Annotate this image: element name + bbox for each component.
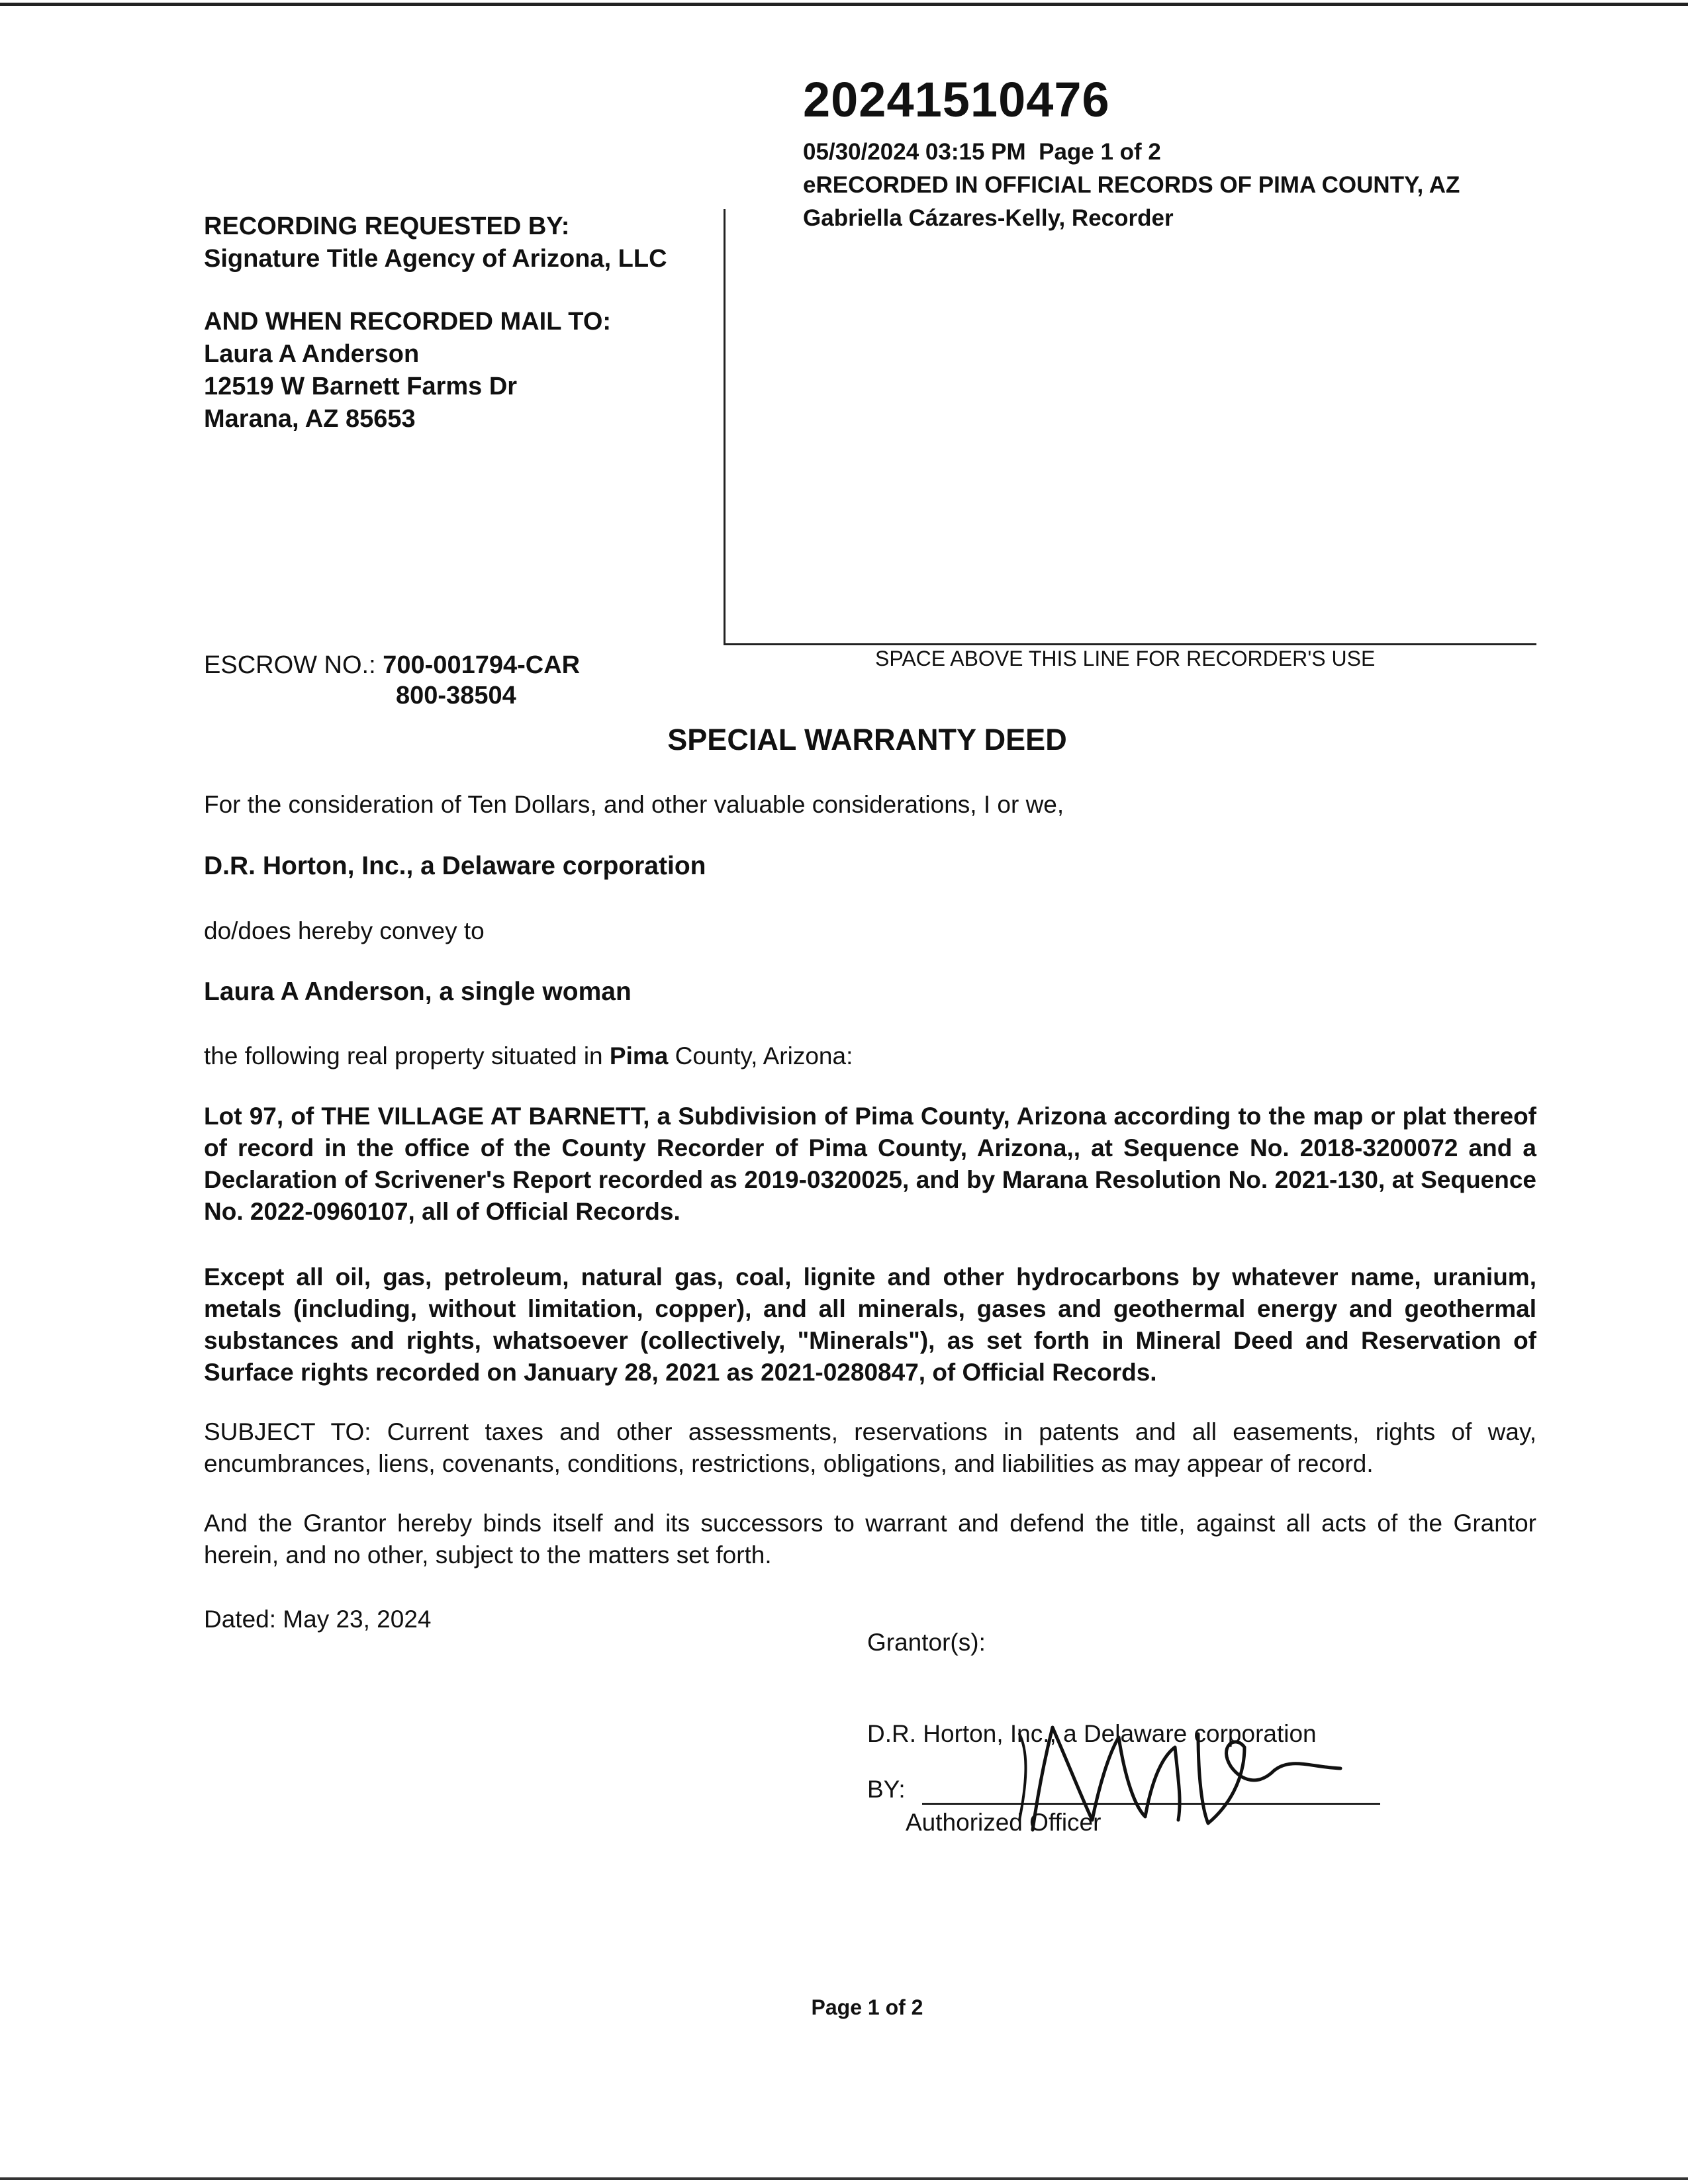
signature-by-label: BY:	[867, 1776, 906, 1803]
subject-to-clause: SUBJECT TO: Current taxes and other assessments, reservations in patents and all easements, rights of way, encumbrances, liens, covenants, conditions, restrictions, obligations, and liabilities as may appear of record.	[204, 1418, 1536, 1477]
grantor-name: D.R. Horton, Inc., a Delaware corporation	[204, 852, 706, 880]
warranty-clause: And the Grantor hereby binds itself and its successors to warrant and defend the title, against all acts of the Grantor herein, and no other, subject to the matters set forth.	[204, 1510, 1536, 1569]
recorder-use-label: SPACE ABOVE THIS LINE FOR RECORDER'S USE	[875, 647, 1376, 670]
grantors-label: Grantor(s):	[867, 1629, 986, 1656]
dated-line: Dated: May 23, 2024	[204, 1606, 432, 1633]
escrow-label: ESCROW NO.:	[204, 651, 376, 679]
recorder-box-horizontal-line	[724, 643, 1536, 645]
handwritten-signature	[980, 1707, 1350, 1840]
bottom-border	[0, 2177, 1688, 2180]
mail-to-street: 12519 W Barnett Farms Dr	[204, 373, 518, 400]
recorded-datetime: 05/30/2024 03:15 PM	[803, 139, 1026, 165]
recording-number: 20241510476	[803, 72, 1110, 127]
escrow-number-1: 700-001794-CAR	[383, 651, 581, 679]
convey-text: do/does hereby convey to	[204, 917, 485, 944]
mail-to-name: Laura A Anderson	[204, 340, 420, 368]
mail-to-label: AND WHEN RECORDED MAIL TO:	[204, 308, 612, 336]
consideration-text: For the consideration of Ten Dollars, and other valuable considerations, I or we,	[204, 791, 1064, 818]
erecorded-line: eRECORDED IN OFFICIAL RECORDS OF PIMA COUNTY, AZ	[803, 172, 1460, 198]
property-intro-county: Pima	[609, 1042, 669, 1069]
grantee-name: Laura A Anderson, a single woman	[204, 978, 632, 1006]
recorder-box-vertical-line	[724, 209, 726, 645]
recording-requested-label: RECORDING REQUESTED BY:	[204, 212, 570, 240]
page-footer: Page 1 of 2	[811, 1995, 923, 2019]
recording-requested-name: Signature Title Agency of Arizona, LLC	[204, 245, 667, 273]
recording-info	[803, 136, 1460, 235]
property-intro-post: County, Arizona:	[668, 1042, 853, 1069]
property-intro	[204, 1040, 1536, 1072]
escrow-line	[204, 649, 580, 682]
recorder-name: Gabriella Cázares-Kelly, Recorder	[803, 205, 1174, 231]
escrow-number-2: 800-38504	[396, 682, 516, 709]
mail-to-city: Marana, AZ 85653	[204, 405, 416, 433]
recorded-page-info: Page 1 of 2	[1039, 139, 1161, 165]
signature-entity: D.R. Horton, Inc., a Delaware corporation	[867, 1720, 1317, 1747]
recording-requested-block	[204, 210, 667, 275]
legal-description: Lot 97, of THE VILLAGE AT BARNETT, a Subdivision of Pima County, Arizona according to the map or plat thereof of record in the office of the County Recorder of Pima County, Arizona,, at Sequence No. 2018-3200072 and a Declaration of Scrivener's Report recorded as 2019-0320025, and by Marana Resolution No. 2021-130, at Sequence No. 2022-0960107, all of Official Records.	[204, 1103, 1536, 1225]
except-clause: Except all oil, gas, petroleum, natural gas, coal, lignite and other hydrocarbons by whatever name, uranium, metals (including, without limitation, copper), and all minerals, gases and geothermal energy and geothermal substances and rights, whatsoever (collectively, "Minerals"), as set forth in Mineral Deed and Reservation of Surface rights recorded on January 28, 2021 as 2021-0280847, of Official Records.	[204, 1263, 1536, 1386]
deed-title: SPECIAL WARRANTY DEED	[667, 723, 1067, 756]
property-intro-pre: the following real property situated in	[204, 1042, 610, 1069]
top-border	[0, 3, 1688, 6]
signature-title: Authorized Officer	[906, 1809, 1102, 1836]
mail-to-block	[204, 306, 611, 435]
